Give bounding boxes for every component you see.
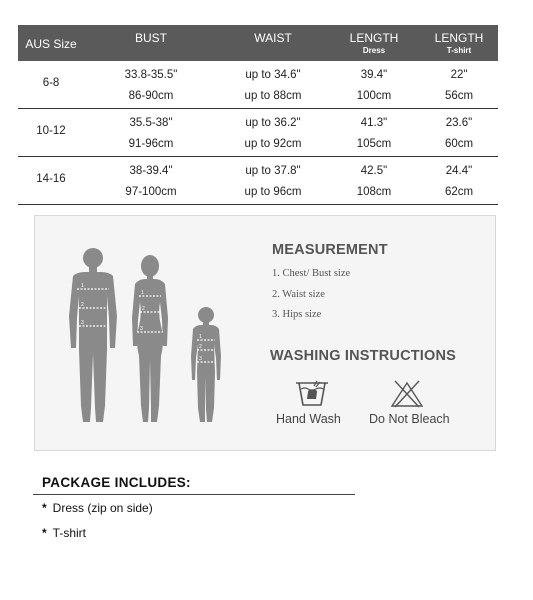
tshirt-length-cell: 24.4" (445, 164, 473, 177)
measurement-item: 1. Chest/ Bust size (272, 268, 351, 279)
table-row-inches (18, 160, 498, 181)
list-item (42, 501, 153, 526)
package-item-label: T-shirt (52, 526, 87, 540)
size-group-6-8 (18, 64, 498, 109)
child-silhouette (191, 307, 221, 422)
measurement-item: 3. Hips size (272, 309, 322, 320)
woman-silhouette (132, 255, 168, 422)
package-divider (33, 494, 355, 495)
marker-2: 2 (199, 344, 202, 350)
table-row-cm (18, 133, 498, 154)
do-not-bleach-icon (390, 380, 424, 408)
header-length-tshirt: LENGTH T-shirt (434, 31, 484, 55)
bullet: * (42, 526, 47, 540)
measurement-title: MEASUREMENT (272, 242, 388, 258)
table-row-inches (18, 64, 498, 85)
header-aus-size: AUS Size (25, 37, 77, 51)
table-header (18, 25, 498, 61)
bust-cell: 86-90cm (128, 89, 174, 102)
dress-length-cell: 39.4" (360, 68, 388, 81)
bust-cell: 35.5-38" (129, 116, 173, 129)
do-not-bleach-label: Do Not Bleach (369, 412, 450, 426)
measurement-item: 2. Waist size (272, 288, 325, 300)
tshirt-length-cell: 22" (450, 68, 468, 81)
header-length-dress: LENGTH Dress (349, 31, 399, 55)
tshirt-length-cell: 60cm (444, 137, 474, 150)
waist-cell: up to 92cm (244, 137, 302, 150)
marker-3: 3 (81, 320, 84, 326)
table-row-cm (18, 85, 498, 106)
package-list (42, 501, 153, 551)
dress-length-cell: 42.5" (360, 164, 388, 177)
size-label: 10-12 (36, 125, 66, 137)
marker-3: 3 (199, 356, 202, 362)
measurement-panel (34, 215, 496, 451)
table-row-inches (18, 112, 498, 133)
dress-length-cell: 108cm (356, 185, 392, 198)
size-group-14-16 (18, 160, 498, 205)
package-title: PACKAGE INCLUDES: (42, 475, 191, 490)
waist-cell: up to 36.2" (245, 116, 301, 129)
header-bust: BUST (134, 31, 167, 45)
marker-2: 2 (142, 306, 145, 312)
tshirt-length-cell: 23.6" (445, 116, 473, 129)
dress-length-cell: 105cm (356, 137, 392, 150)
package-item-label: Dress (zip on side) (52, 501, 153, 515)
table-row-cm (18, 181, 498, 202)
washing-title: WASHING INSTRUCTIONS (270, 348, 457, 364)
dress-length-cell: 41.3" (360, 116, 388, 129)
bust-cell: 33.8-35.5" (124, 68, 178, 81)
header-waist: WAIST (254, 31, 292, 45)
waist-cell: up to 88cm (244, 89, 302, 102)
body-silhouettes-illustration (47, 236, 247, 436)
size-group-10-12 (18, 112, 498, 157)
marker-1: 1 (81, 283, 84, 289)
dress-length-cell: 100cm (356, 89, 392, 102)
bullet: * (42, 501, 47, 515)
measurement-list (272, 268, 350, 330)
man-silhouette (69, 248, 117, 422)
marker-1: 1 (199, 334, 202, 340)
tshirt-length-cell: 62cm (444, 185, 474, 198)
marker-3: 3 (140, 326, 143, 332)
waist-cell: up to 34.6" (245, 68, 301, 81)
marker-1: 1 (141, 290, 144, 296)
bust-cell: 38-39.4" (129, 164, 173, 177)
size-chart-table (18, 25, 498, 205)
waist-cell: up to 96cm (244, 185, 302, 198)
marker-2: 2 (81, 302, 84, 308)
hand-wash-label: Hand Wash (276, 412, 341, 426)
list-item (42, 526, 153, 551)
size-label: 6-8 (42, 77, 60, 89)
bust-cell: 91-96cm (128, 137, 174, 150)
tshirt-length-cell: 56cm (444, 89, 474, 102)
hand-wash-icon (294, 377, 330, 409)
waist-cell: up to 37.8" (245, 164, 301, 177)
size-label: 14-16 (36, 173, 66, 185)
bust-cell: 97-100cm (125, 185, 177, 198)
